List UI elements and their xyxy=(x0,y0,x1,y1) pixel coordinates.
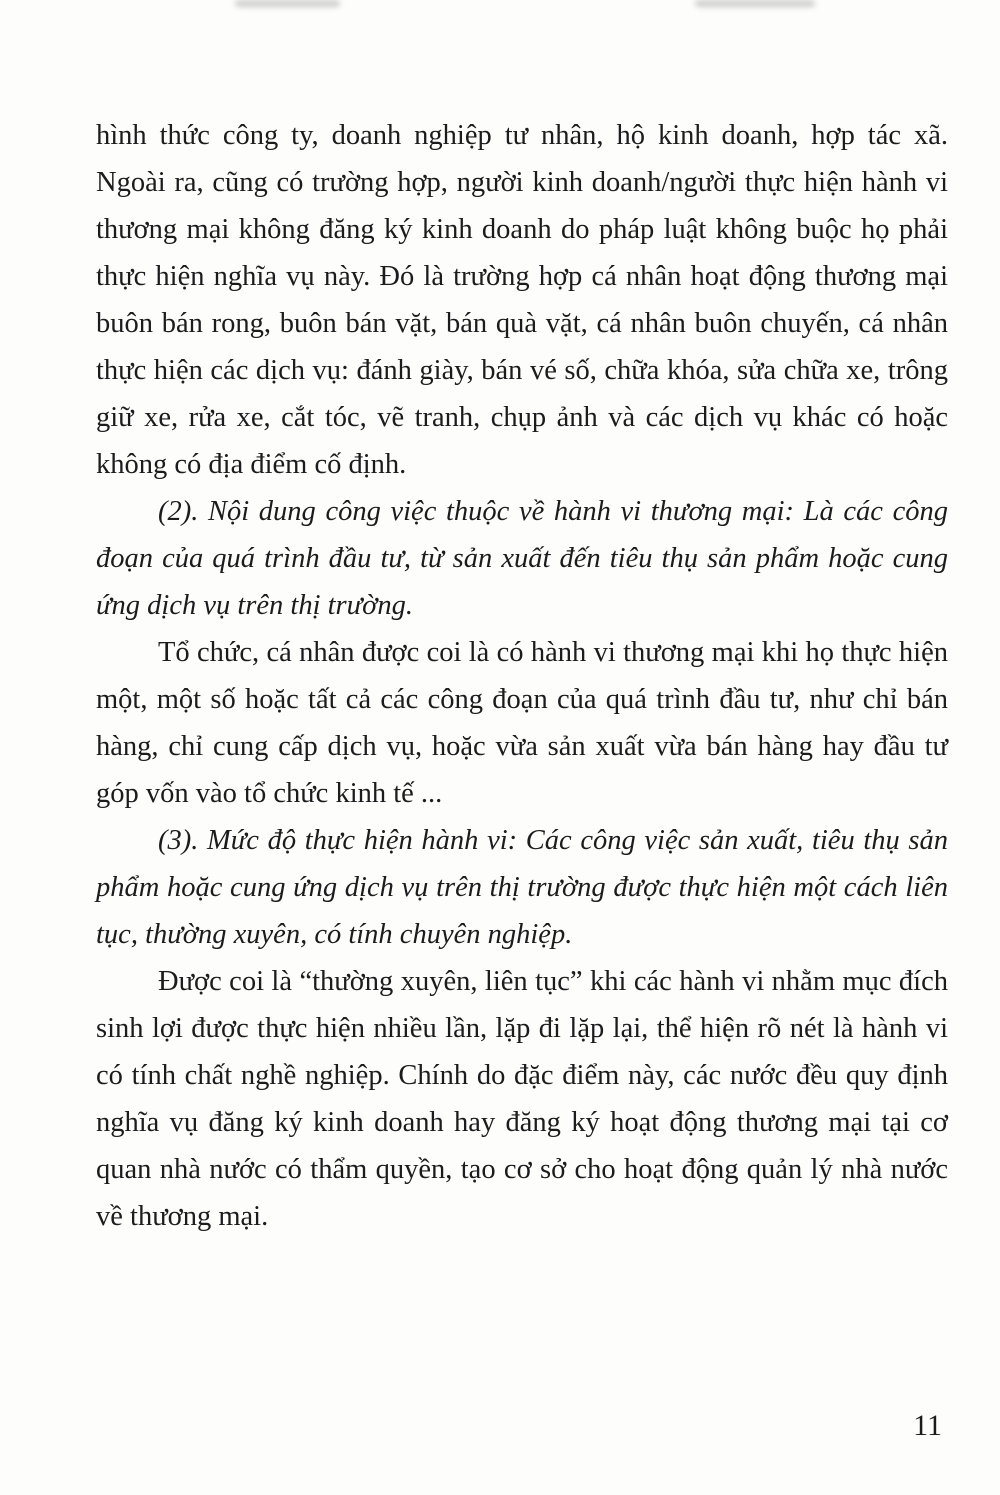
scan-artifact xyxy=(235,0,340,7)
scan-artifact xyxy=(695,0,815,7)
paragraph-body: Tổ chức, cá nhân được coi là có hành vi thương mại khi họ thực hiện một, một số hoặc tất cả các công đoạn của quá trình đầu tư, như chỉ bán hàng, chỉ cung cấp dịch vụ, hoặc vừa sản xuất vừa bán hàng hay đầu tư góp vốn vào tổ chức kinh tế ... xyxy=(96,637,948,809)
paragraph-item-2: (2). Nội dung công việc thuộc về hành vi thương mại: Là các công đoạn của quá trình đầu tư, từ sản xuất đến tiêu thụ sản phẩm hoặc cung ứng dịch vụ trên thị trường. xyxy=(96,496,948,621)
paragraph-continuation: hình thức công ty, doanh nghiệp tư nhân, hộ kinh doanh, hợp tác xã. Ngoài ra, cũng có trường hợp, người kinh doanh/người thực hiện hành vi thương mại không đăng ký kinh doanh do pháp luật không buộc họ phải thực hiện nghĩa vụ này. Đó là trường hợp cá nhân hoạt động thương mại buôn bán rong, buôn bán vặt, bán quà vặt, cá nhân buôn chuyến, cá nhân thực hiện các dịch vụ: đánh giày, bán vé số, chữa khóa, sửa chữa xe, trông giữ xe, rửa xe, cắt tóc, vẽ tranh, chụp ảnh và các dịch vụ khác có hoặc không có địa điểm cố định. xyxy=(96,120,948,480)
page-number: 11 xyxy=(913,1409,942,1442)
paragraph-body: Được coi là “thường xuyên, liên tục” khi các hành vi nhằm mục đích sinh lợi được thực hiện nhiều lần, lặp đi lặp lại, thể hiện rõ nét là hành vi có tính chất nghề nghiệp. Chính do đặc điểm này, các nước đều quy định nghĩa vụ đăng ký kinh doanh hay đăng ký hoạt động thương mại tại cơ quan nhà nước có thẩm quyền, tạo cơ sở cho hoạt động quản lý nhà nước về thương mại. xyxy=(96,966,948,1232)
paragraph-item-3: (3). Mức độ thực hiện hành vi: Các công việc sản xuất, tiêu thụ sản phẩm hoặc cung ứng dịch vụ trên thị trường được thực hiện một cách liên tục, thường xuyên, có tính chuyên nghiệp. xyxy=(96,825,948,950)
body-text xyxy=(96,112,948,1240)
